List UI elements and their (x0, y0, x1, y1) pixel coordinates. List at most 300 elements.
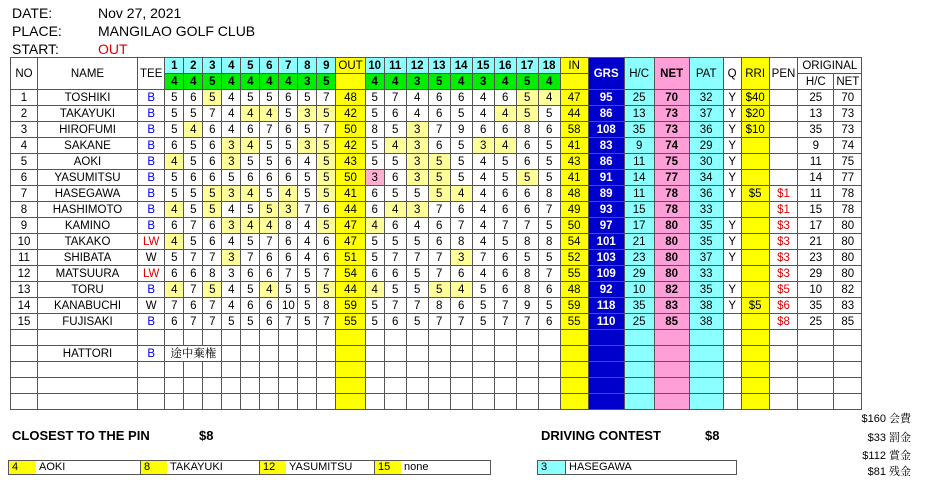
empty-cell (260, 346, 279, 362)
place-label: PLACE: (12, 23, 62, 39)
subtotal-cell: 54 (560, 234, 588, 250)
score-cell: 6 (516, 202, 538, 218)
empty-cell (428, 330, 450, 346)
par-cell: 4 (165, 74, 184, 90)
empty-cell (365, 378, 384, 394)
score-cell: 5 (317, 282, 336, 298)
handicap-cell: 9 (624, 138, 654, 154)
score-cell: 6 (241, 122, 260, 138)
player-name: HASHIMOTO (38, 202, 138, 218)
player-name: FUJISAKI (38, 314, 138, 330)
empty-cell (384, 394, 406, 410)
player-no: 12 (11, 266, 38, 282)
empty-cell (834, 394, 862, 410)
score-cell: 6 (450, 298, 472, 314)
player-no: 7 (11, 186, 38, 202)
rri-cell (741, 218, 769, 234)
score-cell: 5 (384, 122, 406, 138)
score-cell: 5 (365, 234, 384, 250)
rri-cell (741, 234, 769, 250)
score-cell: 6 (516, 138, 538, 154)
score-cell: 4 (494, 138, 516, 154)
score-cell: 4 (222, 202, 241, 218)
score-cell: 6 (516, 154, 538, 170)
empty-cell (279, 362, 298, 378)
q-cell: Y (723, 298, 741, 314)
putts-cell: 38 (689, 314, 723, 330)
score-cell: 6 (184, 298, 203, 314)
empty-cell (450, 346, 472, 362)
score-cell: 5 (279, 282, 298, 298)
empty-cell (260, 378, 279, 394)
handicap-cell: 21 (624, 234, 654, 250)
putts-cell: 29 (689, 138, 723, 154)
empty-cell (723, 378, 741, 394)
score-cell: 4 (241, 186, 260, 202)
empty-cell (588, 362, 624, 378)
player-name: AOKI (38, 154, 138, 170)
net-cell: 74 (654, 138, 689, 154)
closest-hole: 12 (259, 461, 286, 474)
score-cell: 4 (365, 218, 384, 234)
par-cell: 4 (494, 74, 516, 90)
subtotal-cell: 49 (560, 202, 588, 218)
score-cell: 4 (472, 266, 494, 282)
score-cell: 7 (298, 202, 317, 218)
score-cell: 7 (203, 106, 222, 122)
empty-cell (260, 330, 279, 346)
closest-winner: none (404, 461, 429, 473)
player-row (11, 202, 862, 218)
orig-hc-cell: 10 (798, 282, 834, 298)
score-cell: 5 (494, 234, 516, 250)
score-cell: 4 (241, 138, 260, 154)
empty-cell (298, 330, 317, 346)
score-cell: 7 (184, 314, 203, 330)
empty-cell (689, 362, 723, 378)
penalty-cell (769, 138, 798, 154)
player-tee: W (138, 298, 165, 314)
empty-cell (138, 330, 165, 346)
par-cell: 4 (260, 74, 279, 90)
subtotal-cell: 44 (336, 282, 365, 298)
par-cell: 4 (184, 74, 203, 90)
empty-cell (317, 346, 336, 362)
player-row (11, 170, 862, 186)
empty-cell (203, 362, 222, 378)
par-cell: 3 (298, 74, 317, 90)
handicap-cell: 15 (624, 202, 654, 218)
score-cell: 6 (472, 122, 494, 138)
closest-label: CLOSEST TO THE PIN (12, 428, 150, 443)
rri-cell: $20 (741, 106, 769, 122)
empty-cell (165, 362, 184, 378)
closest-winner: YASUMITSU (289, 461, 353, 473)
empty-cell (472, 378, 494, 394)
score-cell: 4 (165, 282, 184, 298)
player-row (11, 298, 862, 314)
score-cell: 7 (428, 122, 450, 138)
driving-prize: $8 (705, 428, 720, 443)
score-cell: 5 (365, 250, 384, 266)
start-value: OUT (98, 41, 128, 57)
col-orig-hc: H/C (798, 74, 834, 90)
putts-cell: 37 (689, 250, 723, 266)
score-cell: 4 (384, 138, 406, 154)
score-cell: 5 (516, 106, 538, 122)
penalty-cell: $3 (769, 218, 798, 234)
empty-cell (560, 394, 588, 410)
empty-cell (798, 362, 834, 378)
score-cell: 6 (184, 90, 203, 106)
score-cell: 4 (260, 218, 279, 234)
empty-cell (741, 346, 769, 362)
subtotal-cell: 42 (336, 138, 365, 154)
score-cell: 4 (450, 186, 472, 202)
empty-cell (279, 394, 298, 410)
col-hole: 6 (260, 58, 279, 74)
col-net: NET (654, 58, 689, 90)
score-cell: 7 (203, 298, 222, 314)
gross-cell: 89 (588, 186, 624, 202)
col-hole: 14 (450, 58, 472, 74)
gross-cell: 86 (588, 154, 624, 170)
empty-cell (38, 394, 138, 410)
score-cell: 5 (241, 282, 260, 298)
empty-cell (428, 346, 450, 362)
rri-cell: $10 (741, 122, 769, 138)
empty-cell (11, 394, 38, 410)
score-cell: 5 (516, 90, 538, 106)
empty-cell (336, 378, 365, 394)
score-cell: 6 (165, 138, 184, 154)
player-name: TAKAYUKI (38, 106, 138, 122)
score-cell: 7 (428, 250, 450, 266)
col-hole: 4 (222, 58, 241, 74)
start-label: START: (12, 41, 59, 57)
score-cell: 7 (450, 314, 472, 330)
subtotal-cell: 44 (560, 106, 588, 122)
empty-cell (336, 346, 365, 362)
score-cell: 5 (317, 138, 336, 154)
score-cell: 5 (298, 282, 317, 298)
score-cell: 8 (279, 218, 298, 234)
empty-cell (494, 378, 516, 394)
subtotal-cell: 43 (336, 154, 365, 170)
orig-net-cell: 83 (834, 298, 862, 314)
handicap-cell: 25 (624, 90, 654, 106)
score-cell: 8 (516, 282, 538, 298)
q-cell: Y (723, 282, 741, 298)
player-row (11, 314, 862, 330)
putts-cell: 33 (689, 266, 723, 282)
score-cell: 8 (516, 266, 538, 282)
rri-cell: $5 (741, 186, 769, 202)
player-row (11, 266, 862, 282)
score-cell: 7 (279, 314, 298, 330)
empty-cell (560, 362, 588, 378)
orig-net-cell: 75 (834, 154, 862, 170)
net-cell: 77 (654, 170, 689, 186)
rri-cell (741, 138, 769, 154)
subtotal-cell: 55 (336, 314, 365, 330)
empty-cell (165, 330, 184, 346)
subtotal-cell: 41 (560, 170, 588, 186)
score-cell: 5 (184, 106, 203, 122)
net-cell: 83 (654, 298, 689, 314)
score-cell: 5 (260, 154, 279, 170)
player-name: SHIBATA (38, 250, 138, 266)
empty-cell (689, 378, 723, 394)
score-cell: 4 (472, 202, 494, 218)
empty-cell (494, 394, 516, 410)
score-cell: 6 (428, 138, 450, 154)
penalty-cell (769, 170, 798, 186)
empty-cell (654, 346, 689, 362)
orig-hc-cell: 21 (798, 234, 834, 250)
score-cell: 6 (384, 218, 406, 234)
empty-cell (741, 394, 769, 410)
empty-cell (560, 330, 588, 346)
score-cell: 3 (222, 266, 241, 282)
empty-cell (365, 362, 384, 378)
money-penalty: $33 罰金 (867, 432, 911, 444)
orig-net-cell: 80 (834, 266, 862, 282)
penalty-cell: $8 (769, 314, 798, 330)
score-cell: 5 (384, 234, 406, 250)
score-cell: 5 (241, 314, 260, 330)
putts-cell: 38 (689, 298, 723, 314)
empty-cell (769, 346, 798, 362)
score-cell: 6 (450, 202, 472, 218)
score-cell: 6 (279, 234, 298, 250)
col-hole: 12 (406, 58, 428, 74)
col-hole: 13 (428, 58, 450, 74)
score-cell: 4 (241, 218, 260, 234)
score-cell: 5 (260, 138, 279, 154)
score-cell: 3 (222, 250, 241, 266)
withdrawn-tee: B (138, 346, 165, 362)
date-label: DATE: (12, 5, 53, 21)
gross-cell: 97 (588, 218, 624, 234)
empty-cell (384, 378, 406, 394)
empty-cell (624, 330, 654, 346)
net-cell: 78 (654, 202, 689, 218)
score-cell: 5 (365, 314, 384, 330)
net-cell: 80 (654, 250, 689, 266)
gross-cell: 95 (588, 90, 624, 106)
subtotal-cell: 41 (336, 186, 365, 202)
score-cell: 6 (317, 234, 336, 250)
score-cell: 5 (384, 282, 406, 298)
subtotal-cell: 54 (336, 266, 365, 282)
empty-cell (588, 378, 624, 394)
score-cell: 4 (184, 122, 203, 138)
empty-cell (494, 362, 516, 378)
par-cell: 4 (384, 74, 406, 90)
handicap-cell: 35 (624, 122, 654, 138)
net-cell: 70 (654, 90, 689, 106)
score-cell: 5 (298, 170, 317, 186)
score-cell: 7 (428, 202, 450, 218)
score-cell: 4 (298, 218, 317, 234)
score-cell: 5 (184, 234, 203, 250)
empty-cell (624, 362, 654, 378)
score-cell: 5 (538, 138, 560, 154)
score-cell: 5 (538, 250, 560, 266)
col-no: NO (11, 58, 38, 90)
col-pen: PEN (769, 58, 798, 90)
withdrawn-note: 途中棄権 (165, 346, 222, 362)
score-cell: 5 (279, 106, 298, 122)
handicap-cell: 23 (624, 250, 654, 266)
penalty-cell (769, 106, 798, 122)
player-tee: B (138, 138, 165, 154)
score-cell: 5 (538, 154, 560, 170)
player-no: 10 (11, 234, 38, 250)
score-cell: 4 (165, 202, 184, 218)
score-cell: 7 (165, 298, 184, 314)
empty-cell (406, 362, 428, 378)
empty-cell (450, 362, 472, 378)
col-subtotal: IN (560, 58, 588, 74)
empty-cell (769, 362, 798, 378)
score-cell: 6 (260, 250, 279, 266)
score-cell: 8 (538, 234, 560, 250)
player-no: 2 (11, 106, 38, 122)
penalty-cell: $5 (769, 282, 798, 298)
score-cell: 7 (317, 122, 336, 138)
par-cell: 4 (241, 74, 260, 90)
score-cell: 5 (428, 170, 450, 186)
player-row (11, 90, 862, 106)
score-cell: 6 (317, 250, 336, 266)
score-cell: 5 (317, 170, 336, 186)
score-cell: 4 (165, 154, 184, 170)
player-name: TORU (38, 282, 138, 298)
score-cell: 4 (222, 282, 241, 298)
col-hole: 3 (203, 58, 222, 74)
rri-cell: $5 (741, 298, 769, 314)
score-cell: 6 (165, 314, 184, 330)
score-cell: 3 (298, 138, 317, 154)
empty-cell (298, 362, 317, 378)
net-cell: 80 (654, 218, 689, 234)
gross-cell: 118 (588, 298, 624, 314)
empty-cell (38, 378, 138, 394)
blank-row (11, 394, 862, 410)
score-cell: 5 (406, 282, 428, 298)
handicap-cell: 14 (624, 170, 654, 186)
score-cell: 5 (365, 138, 384, 154)
player-no: 9 (11, 218, 38, 234)
empty-cell (222, 362, 241, 378)
orig-hc-cell: 35 (798, 298, 834, 314)
score-cell: 3 (298, 106, 317, 122)
orig-hc-cell: 11 (798, 186, 834, 202)
score-cell: 5 (298, 266, 317, 282)
col-hole: 2 (184, 58, 203, 74)
score-cell: 5 (241, 90, 260, 106)
empty-cell (428, 362, 450, 378)
score-cell: 6 (494, 202, 516, 218)
empty-cell (741, 330, 769, 346)
empty-cell (365, 330, 384, 346)
empty-cell (203, 330, 222, 346)
q-cell (723, 266, 741, 282)
subtotal-cell: 47 (336, 218, 365, 234)
empty-cell (384, 346, 406, 362)
gross-cell: 93 (588, 202, 624, 218)
empty-cell (798, 394, 834, 410)
score-cell: 5 (260, 202, 279, 218)
empty-cell (472, 362, 494, 378)
score-cell: 7 (317, 266, 336, 282)
subtotal-cell: 52 (560, 250, 588, 266)
empty-cell (317, 330, 336, 346)
score-cell: 5 (184, 154, 203, 170)
score-cell: 6 (384, 314, 406, 330)
score-cell: 5 (538, 106, 560, 122)
empty-cell (365, 346, 384, 362)
score-cell: 4 (165, 234, 184, 250)
score-cell: 6 (279, 122, 298, 138)
empty-cell (538, 346, 560, 362)
score-cell: 4 (222, 90, 241, 106)
blank-row (11, 362, 862, 378)
score-cell: 6 (384, 106, 406, 122)
score-cell: 5 (317, 218, 336, 234)
empty-cell (538, 378, 560, 394)
subtotal-cell: 51 (336, 250, 365, 266)
empty-cell (298, 346, 317, 362)
score-cell: 5 (203, 186, 222, 202)
penalty-cell: $6 (769, 298, 798, 314)
putts-cell: 34 (689, 170, 723, 186)
start-row (12, 41, 128, 57)
penalty-cell (769, 90, 798, 106)
score-cell: 3 (365, 170, 384, 186)
rri-cell (741, 154, 769, 170)
empty-cell (798, 378, 834, 394)
empty-cell (689, 346, 723, 362)
player-name: KANABUCHI (38, 298, 138, 314)
score-cell: 8 (516, 122, 538, 138)
q-cell: Y (723, 218, 741, 234)
player-row (11, 250, 862, 266)
empty-cell (588, 394, 624, 410)
score-cell: 6 (365, 202, 384, 218)
score-cell: 9 (450, 122, 472, 138)
empty-cell (406, 394, 428, 410)
col-hole: 17 (516, 58, 538, 74)
score-cell: 6 (184, 266, 203, 282)
empty-cell (222, 394, 241, 410)
q-cell: Y (723, 250, 741, 266)
empty-cell (723, 362, 741, 378)
score-cell: 3 (222, 186, 241, 202)
player-tee: LW (138, 234, 165, 250)
empty-cell (279, 346, 298, 362)
player-no: 1 (11, 90, 38, 106)
putts-cell: 35 (689, 218, 723, 234)
player-tee: B (138, 314, 165, 330)
money-prize: $112 賞金 (862, 450, 911, 462)
col-original: ORIGINAL (798, 58, 862, 74)
score-cell: 4 (241, 106, 260, 122)
empty-cell (260, 394, 279, 410)
score-cell: 6 (494, 266, 516, 282)
